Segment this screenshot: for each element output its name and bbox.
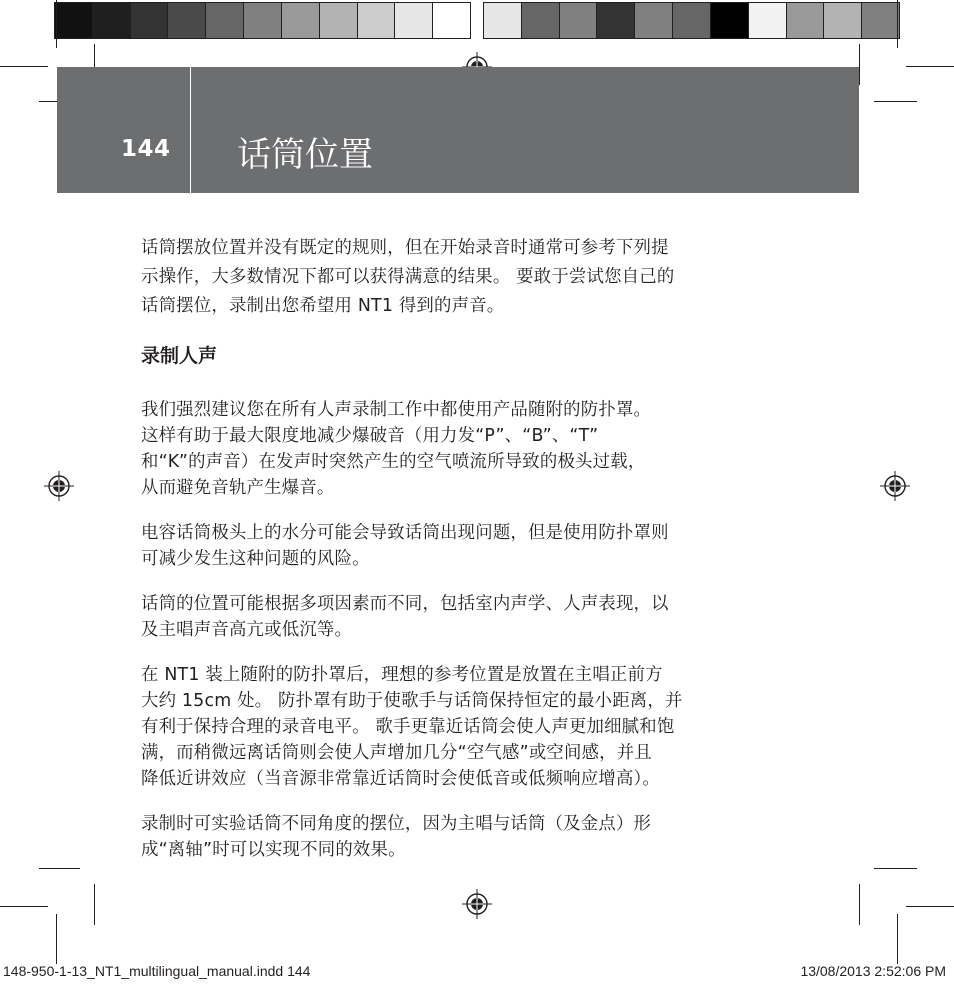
crop-mark xyxy=(897,0,898,48)
color-swatch xyxy=(320,3,358,38)
color-swatch xyxy=(244,3,282,38)
color-swatch xyxy=(93,3,131,38)
color-swatch xyxy=(395,3,433,38)
color-calibration-bar-right xyxy=(483,2,900,39)
crop-mark xyxy=(906,66,954,67)
section-heading: 录制人声 xyxy=(141,345,218,367)
crop-mark xyxy=(859,884,860,925)
page-content xyxy=(141,234,811,882)
crop-mark xyxy=(906,906,954,907)
body-paragraph: 在 NT1 装上随附的防扑罩后，理想的参考位置是放置在主唱正前方 大约 15cm 处。 防扑罩有助于使歌手与话筒保持恒定的最小距离，并 有利于保持合理的录音电平。 歌手更靠近话筒会使人声更加细腻和饱 满，而稍微远离话筒则会使人声增加几分“空气感”或空间感，并且 降低近讲效应（当音源非常靠近话筒时会使低音或低频响应增高）。 xyxy=(141,665,683,789)
color-swatch xyxy=(824,3,862,38)
body-paragraph: 电容话筒极头上的水分可能会导致话筒出现问题，但是使用防扑罩则 可减少发生这种问题的风险。 xyxy=(141,523,669,569)
registration-mark-bottom xyxy=(462,889,492,919)
page-number: 144 xyxy=(121,136,171,162)
page-header xyxy=(57,67,859,193)
color-swatch xyxy=(206,3,244,38)
crop-mark xyxy=(0,906,48,907)
color-swatch xyxy=(358,3,396,38)
body-paragraph: 录制时可实验话筒不同角度的摆位，因为主唱与话筒（及金点）形 成“离轴”时可以实现不同的效果。 xyxy=(141,814,652,860)
color-swatch xyxy=(749,3,787,38)
color-swatch xyxy=(433,3,470,38)
crop-mark xyxy=(874,101,917,102)
color-swatch xyxy=(522,3,560,38)
crop-mark xyxy=(0,66,48,67)
color-swatch xyxy=(282,3,320,38)
header-divider xyxy=(190,67,191,193)
color-swatch xyxy=(168,3,206,38)
color-swatch xyxy=(484,3,522,38)
color-calibration-bar-left xyxy=(54,2,471,39)
body-paragraph: 话筒的位置可能根据多项因素而不同，包括室内声学、人声表现，以 及主唱声音高亢或低沉等。 xyxy=(141,594,669,640)
color-swatch xyxy=(711,3,749,38)
color-swatch xyxy=(131,3,169,38)
page-title: 话筒位置 xyxy=(237,135,373,175)
intro-paragraph: 话筒摆放位置并没有既定的规则，但在开始录音时通常可参考下列提 示操作，大多数情况下都可以获得满意的结果。 要敢于尝试您自己的 话筒摆位，录制出您希望用 NT1 得到的声音。 xyxy=(141,238,675,316)
crop-mark xyxy=(897,914,898,964)
timestamp-slug: 13/08/2013 2:52:06 PM xyxy=(800,963,946,979)
crop-mark xyxy=(94,884,95,925)
file-info-slug: 148-950-1-13_NT1_multilingual_manual.indd 144 xyxy=(3,963,311,979)
crop-mark xyxy=(874,868,917,869)
crop-mark xyxy=(39,868,80,869)
registration-mark-right xyxy=(880,471,910,501)
color-swatch xyxy=(673,3,711,38)
color-swatch xyxy=(635,3,673,38)
color-swatch xyxy=(55,3,93,38)
color-swatch xyxy=(560,3,598,38)
crop-mark xyxy=(56,0,57,48)
crop-mark xyxy=(56,914,57,964)
body-paragraph: 我们强烈建议您在所有人声录制工作中都使用产品随附的防扑罩。 这样有助于最大限度地减少爆破音（用力发“P”、“B”、“T” 和“K”的声音）在发声时突然产生的空气喷流所导致的极头过载， 从而避免音轨产生爆音。 xyxy=(141,400,652,498)
color-swatch xyxy=(787,3,825,38)
crop-mark xyxy=(859,44,860,85)
color-swatch xyxy=(597,3,635,38)
registration-mark-left xyxy=(44,471,74,501)
color-swatch xyxy=(862,3,899,38)
